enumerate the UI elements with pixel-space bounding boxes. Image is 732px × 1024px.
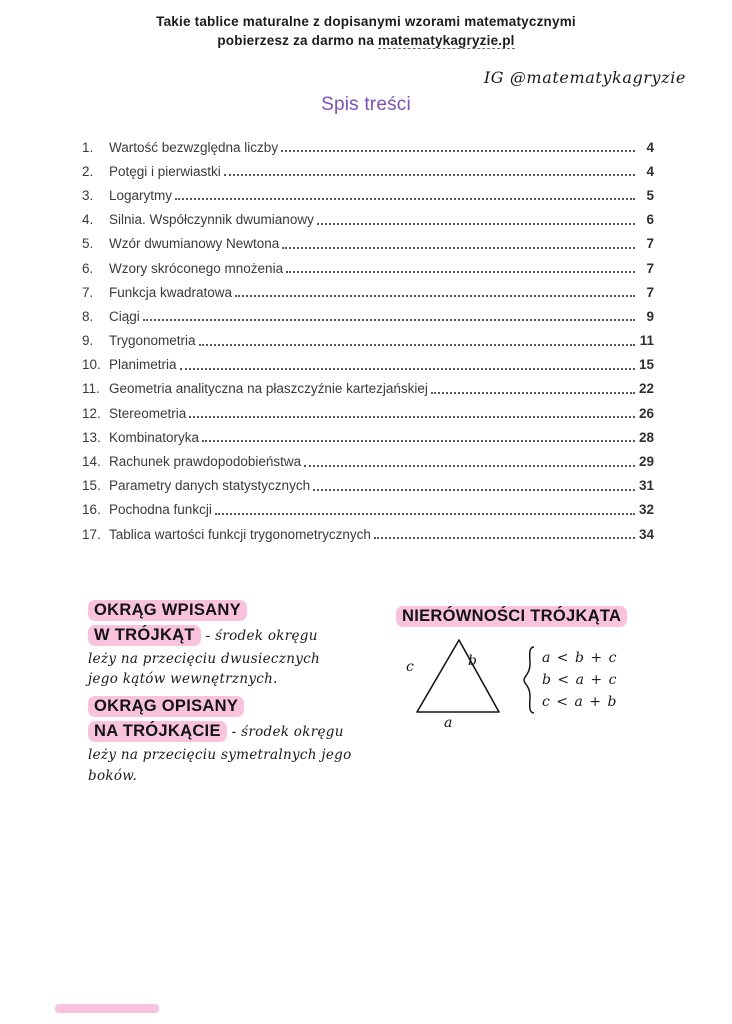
toc-row — [82, 498, 654, 522]
toc-item-number: 16. — [82, 502, 101, 518]
toc-row — [82, 474, 654, 498]
toc-row — [82, 280, 654, 304]
inscribed-dash-note: - środek okręgu — [205, 628, 318, 644]
toc-item-page: 4 — [646, 139, 654, 155]
dotted-leader — [317, 223, 635, 225]
toc-item-title: Wzór dwumianowy Newtona — [109, 236, 280, 252]
circumscribed-heading2-text: NA TRÓJKĄCIE — [88, 721, 227, 742]
inscribed-circle-heading-line2 — [88, 626, 318, 645]
toc-row — [82, 304, 654, 328]
inscribed-heading2-text: W TRÓJKĄT — [88, 625, 201, 646]
toc-item-page: 31 — [638, 478, 654, 494]
instagram-handle-note: IG @matematykagryzie — [483, 68, 686, 87]
toc-item-number: 2. — [82, 163, 94, 179]
toc-item-number: 17. — [82, 526, 101, 542]
curly-brace-icon — [522, 645, 536, 715]
dotted-leader — [235, 295, 635, 297]
toc-item-title: Silnia. Współczynnik dwumianowy — [109, 212, 314, 228]
inequality-line-2: b < a + c — [542, 672, 618, 688]
inscribed-heading1-text: OKRĄG WPISANY — [88, 600, 247, 621]
toc-item-title: Planimetria — [109, 357, 177, 373]
dotted-leader — [199, 344, 635, 346]
toc-item-title: Tablica wartości funkcji trygonometrycznych — [109, 526, 371, 542]
circumscribed-circle-heading-line2 — [88, 722, 344, 741]
toc-row — [82, 329, 654, 353]
toc-row — [82, 401, 654, 425]
footer-pink-bar — [55, 1004, 159, 1013]
triangle-side-label-a: a — [444, 715, 453, 731]
header-line1: Takie tablice maturalne z dopisanymi wzorami matematycznymi — [156, 14, 576, 29]
dotted-leader — [282, 247, 635, 249]
toc-row — [82, 232, 654, 256]
dotted-leader — [374, 537, 635, 539]
header-line2 — [0, 31, 732, 50]
toc-item-page: 29 — [638, 454, 654, 470]
toc-item-page: 28 — [638, 429, 654, 445]
toc-item-number: 11. — [82, 381, 100, 397]
toc-row — [82, 159, 654, 183]
toc-title: Spis treści — [321, 94, 411, 115]
circumscribed-heading1-text: OKRĄG OPISANY — [88, 696, 244, 717]
toc-row — [82, 256, 654, 280]
inscribed-circle-heading-line1 — [88, 601, 247, 620]
circumscribed-dash-note: - środek okręgu — [231, 724, 344, 740]
toc-item-title: Funkcja kwadratowa — [109, 284, 233, 300]
site-link[interactable]: matematykagryzie.pl — [378, 33, 515, 48]
triangle-diagram — [405, 632, 515, 722]
toc-item-title: Trygonometria — [109, 333, 196, 349]
toc-item-number: 5. — [82, 236, 94, 252]
toc-item-page: 5 — [646, 187, 654, 203]
dotted-leader — [313, 489, 635, 491]
inequality-line-3: c < a + b — [542, 694, 618, 710]
inscribed-body-line2: jego kątów wewnętrznych. — [88, 671, 278, 687]
inequality-line-1: a < b + c — [542, 650, 618, 666]
triangle-inequalities-heading — [396, 607, 627, 626]
dotted-leader — [143, 319, 635, 321]
toc-row — [82, 183, 654, 207]
dotted-leader — [286, 271, 635, 273]
toc-row — [82, 522, 654, 546]
toc-item-title: Kombinatoryka — [109, 429, 200, 445]
toc-item-number: 3. — [82, 187, 94, 203]
toc-item-title: Potęgi i pierwiastki — [109, 163, 221, 179]
toc-item-page: 4 — [646, 163, 654, 179]
toc-item-number: 12. — [82, 405, 101, 421]
inequality-lines — [542, 647, 617, 713]
circumscribed-circle-heading-line1 — [88, 697, 244, 716]
inequalities-heading-text: NIERÓWNOŚCI TRÓJKĄTA — [396, 606, 627, 627]
inequality-system — [522, 645, 617, 715]
dotted-leader — [189, 416, 635, 418]
toc-item-title: Wzory skróconego mnożenia — [109, 260, 284, 276]
toc-item-title: Rachunek prawdopodobieństwa — [109, 454, 302, 470]
toc-item-number: 4. — [82, 212, 94, 228]
toc-item-number: 6. — [82, 260, 94, 276]
toc-row — [82, 353, 654, 377]
toc-row — [82, 208, 654, 232]
toc-item-number: 13. — [82, 429, 101, 445]
toc-item-title: Ciągi — [109, 308, 140, 324]
toc-item-number: 9. — [82, 333, 94, 349]
toc-item-number: 15. — [82, 478, 101, 494]
toc-item-page: 34 — [638, 526, 654, 542]
toc-item-title: Stereometria — [109, 405, 187, 421]
toc-row — [82, 425, 654, 449]
dotted-leader — [224, 174, 635, 176]
toc-item-number: 7. — [82, 284, 94, 300]
toc-item-number: 8. — [82, 308, 94, 324]
dotted-leader — [202, 440, 635, 442]
toc-item-page: 11 — [639, 333, 654, 349]
dotted-leader — [304, 465, 635, 467]
dotted-leader — [431, 392, 635, 394]
toc-item-page: 26 — [638, 405, 654, 421]
triangle-side-label-c: c — [406, 659, 414, 675]
toc-item-page: 22 — [638, 381, 654, 397]
toc-item-page: 7 — [646, 236, 654, 252]
toc-item-page: 32 — [638, 502, 654, 518]
toc-row — [82, 135, 654, 159]
triangle-side-label-b: b — [468, 653, 477, 669]
toc-row — [82, 449, 654, 473]
dotted-leader — [215, 513, 635, 515]
toc-item-page: 6 — [646, 212, 654, 228]
page-header — [0, 12, 732, 50]
circumscribed-body-line1: leży na przecięciu symetralnych jego — [88, 747, 352, 763]
toc-row — [82, 377, 654, 401]
toc-item-page: 9 — [646, 308, 654, 324]
toc-item-title: Geometria analityczna na płaszczyźnie kartezjańskiej — [109, 381, 428, 397]
inscribed-body-line1: leży na przecięciu dwusiecznych — [88, 651, 320, 667]
dotted-leader — [281, 150, 635, 152]
toc-item-title: Logarytmy — [109, 187, 173, 203]
toc-item-page: 15 — [638, 357, 654, 373]
toc-item-number: 10. — [82, 357, 101, 373]
toc-item-title: Parametry danych statystycznych — [109, 478, 311, 494]
circumscribed-body-line2: boków. — [88, 768, 138, 784]
toc-item-number: 1. — [82, 139, 94, 155]
toc-list — [82, 135, 654, 546]
toc-item-title: Pochodna funkcji — [109, 502, 212, 518]
dotted-leader — [180, 368, 635, 370]
header-line2-prefix: pobierzesz za darmo na — [217, 33, 379, 48]
toc-item-page: 7 — [646, 260, 654, 276]
toc-item-number: 14. — [82, 454, 101, 470]
toc-item-page: 7 — [646, 284, 654, 300]
dotted-leader — [175, 198, 635, 200]
toc-item-title: Wartość bezwzględna liczby — [109, 139, 279, 155]
